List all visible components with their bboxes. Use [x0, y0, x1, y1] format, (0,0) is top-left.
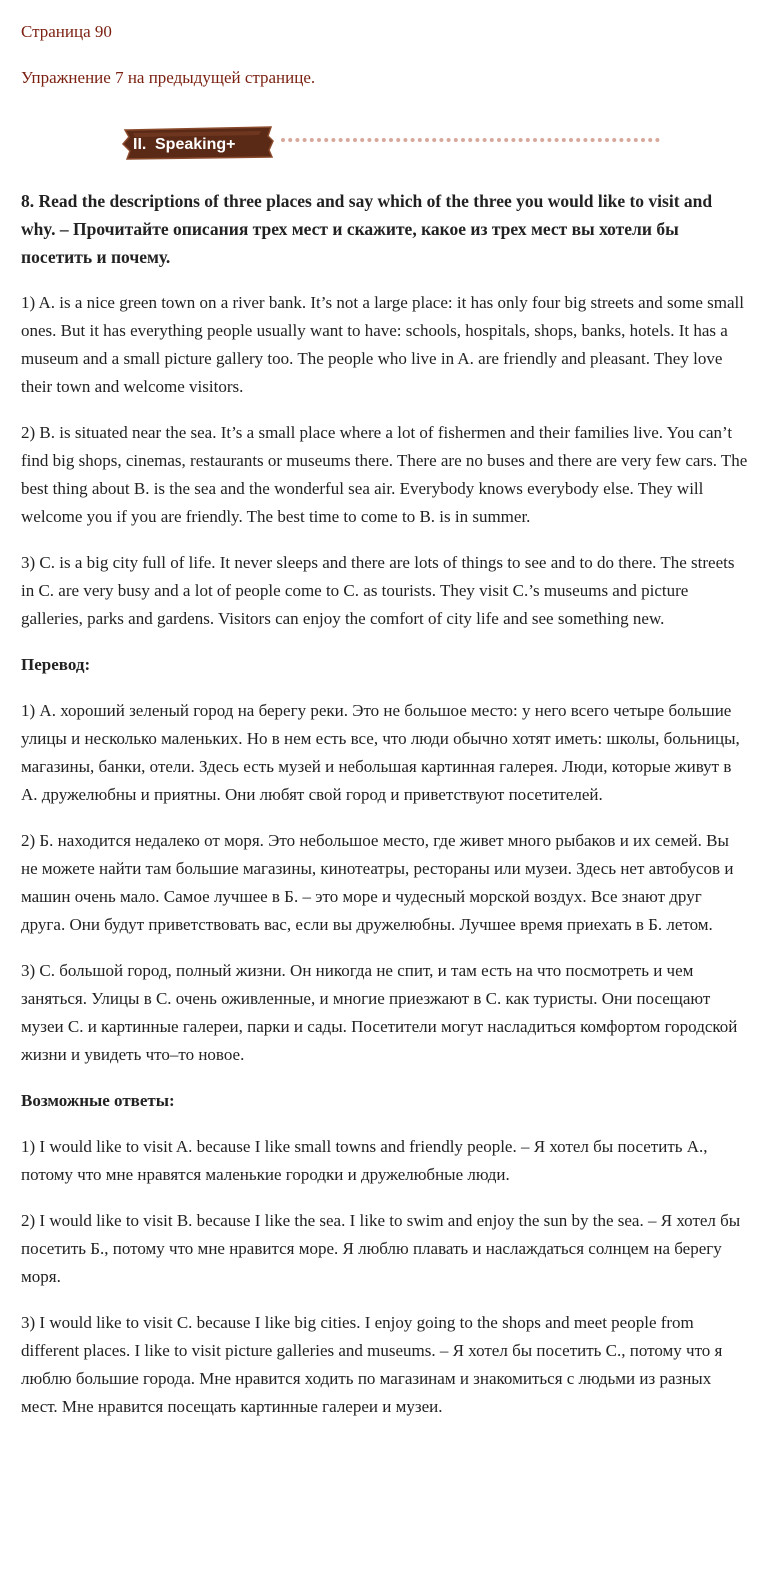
previous-exercise-link[interactable]: Упражнение 7 на предыдущей странице. [21, 68, 316, 87]
answer-paragraph: 2) I would like to visit B. because I like the sea. I like to swim and enjoy the sun by the sea. – Я хотел бы посетить Б., потому что мне нравится море. Я люблю плавать и наслаждаться солнцем на берегу моря. [21, 1211, 741, 1286]
divider-dot [562, 138, 566, 142]
divider-dot [396, 138, 400, 142]
divider-dot [475, 138, 479, 142]
divider-dot [569, 138, 573, 142]
divider-dot [612, 138, 616, 142]
task-heading: 8. Read the descriptions of three places and say which of the three you would like to visit and why. – Прочитайте описания трех мест и скажите, какое из трех мест вы хотели бы посетить и почему. [21, 191, 713, 267]
divider-dot [339, 138, 343, 142]
divider-dot [591, 138, 595, 142]
translation-paragraph: 3) С. большой город, полный жизни. Он никогда не спит, и там есть на что посмотреть и чем заняться. Улицы в С. очень оживленные, и многие приезжают в С. как туристы. Они посещают музеи С. и картинные галереи, парки и сады. Посетители могут насладиться комфортом городской жизни и увидеть что–то новое. [21, 961, 738, 1064]
divider-dot [648, 138, 652, 142]
divider-dot [375, 138, 379, 142]
divider-dot [627, 138, 631, 142]
description-paragraph: 2) B. is situated near the sea. It’s a small place where a lot of fishermen and their families live. You can’t find big shops, cinemas, restaurants or museums there. There are no buses and there are very few cars. The best thing about B. is the sea and the wonderful sea air. Everybody knows everybody else. They will welcome you if you are friendly. The best time to come to B. is in summer. [21, 423, 748, 526]
divider-dot [605, 138, 609, 142]
divider-dot [526, 138, 530, 142]
divider-dot [367, 138, 371, 142]
divider-dot [533, 138, 537, 142]
divider-dot [540, 138, 544, 142]
divider-dot [346, 138, 350, 142]
translation-paragraph: 1) А. хороший зеленый город на берегу реки. Это не большое место: у него всего четыре большие улицы и несколько маленьких. Но в нем есть все, что люди обычно хотят иметь: школы, больницы, магазины, банки, отели. Здесь есть музей и небольшая картинная галерея. Люди, которые живут в А. дружелюбны и приятны. Они любят свой город и приветствуют посетителей. [21, 701, 740, 804]
divider-dot [295, 138, 299, 142]
divider-dot [619, 138, 623, 142]
speaking-section-number: II. [133, 136, 147, 153]
divider-dot [497, 138, 501, 142]
divider-dot [483, 138, 487, 142]
divider-dot [324, 138, 328, 142]
description-paragraph: 3) C. is a big city full of life. It never sleeps and there are lots of things to see and to do there. The streets in C. are very busy and a lot of people come to C. as tourists. They visit C.’s museums and picture galleries, parks and gardens. Visitors can enjoy the comfort of city life and see something new. [21, 553, 735, 628]
divider-dot [511, 138, 515, 142]
speaking-section-banner [121, 124, 661, 162]
divider-dot [655, 138, 659, 142]
description-paragraph: 1) A. is a nice green town on a river bank. It’s not a large place: it has only four big streets and some small ones. But it has everything people usually want to have: schools, hospitals, shops, banks, hotels. It has a museum and a small picture gallery too. The people who live in A. are friendly and pleasant. They love their town and welcome visitors. [21, 293, 744, 396]
divider-dot [411, 138, 415, 142]
divider-dot [641, 138, 645, 142]
speaking-section-label: Speaking+ [155, 136, 236, 153]
divider-dot [317, 138, 321, 142]
page-number-link[interactable]: Страница 90 [21, 22, 112, 41]
divider-dot [576, 138, 580, 142]
divider-dot [504, 138, 508, 142]
answers-heading: Возможные ответы: [21, 1091, 175, 1110]
translation-paragraph: 2) Б. находится недалеко от моря. Это небольшое место, где живет много рыбаков и их семей. Вы не можете найти там большие магазины, кинотеатры, рестораны или музеи. Здесь нет автобусов и машин очень мало. Самое лучшее в Б. – это море и чудесный морской воздух. Все знают друг друга. Они будут приветствовать вас, если вы дружелюбны. Лучшее время приехать в Б. летом. [21, 831, 734, 934]
answer-paragraph: 3) I would like to visit C. because I like big cities. I enjoy going to the shops and meet people from different places. I like to visit picture galleries and museums. – Я хотел бы посетить С., потому что я люблю большие города. Мне нравится ходить по магазинам и знакомиться с людьми из разных мест. Мне нравится посещать картинные галереи и музеи. [21, 1313, 723, 1416]
translation-heading: Перевод: [21, 655, 91, 674]
divider-dot [331, 138, 335, 142]
divider-dot [634, 138, 638, 142]
answer-paragraph: 1) I would like to visit A. because I like small towns and friendly people. – Я хотел бы посетить А., потому что мне нравятся маленькие городки и дружелюбные люди. [21, 1137, 708, 1184]
divider-dot [281, 138, 285, 142]
divider-dot [360, 138, 364, 142]
divider-dot [432, 138, 436, 142]
divider-dot [303, 138, 307, 142]
divider-dot [468, 138, 472, 142]
divider-dot [418, 138, 422, 142]
divider-dot [461, 138, 465, 142]
exercise-content [21, 187, 749, 1439]
divider-dot [454, 138, 458, 142]
divider-dot [439, 138, 443, 142]
divider-dot [583, 138, 587, 142]
divider-dot [490, 138, 494, 142]
dotted-divider [281, 138, 659, 142]
divider-dot [353, 138, 357, 142]
speaking-banner-graphic [121, 124, 661, 162]
divider-dot [288, 138, 292, 142]
divider-dot [555, 138, 559, 142]
divider-dot [519, 138, 523, 142]
divider-dot [389, 138, 393, 142]
divider-dot [447, 138, 451, 142]
divider-dot [382, 138, 386, 142]
divider-dot [403, 138, 407, 142]
divider-dot [547, 138, 551, 142]
divider-dot [598, 138, 602, 142]
divider-dot [310, 138, 314, 142]
divider-dot [425, 138, 429, 142]
